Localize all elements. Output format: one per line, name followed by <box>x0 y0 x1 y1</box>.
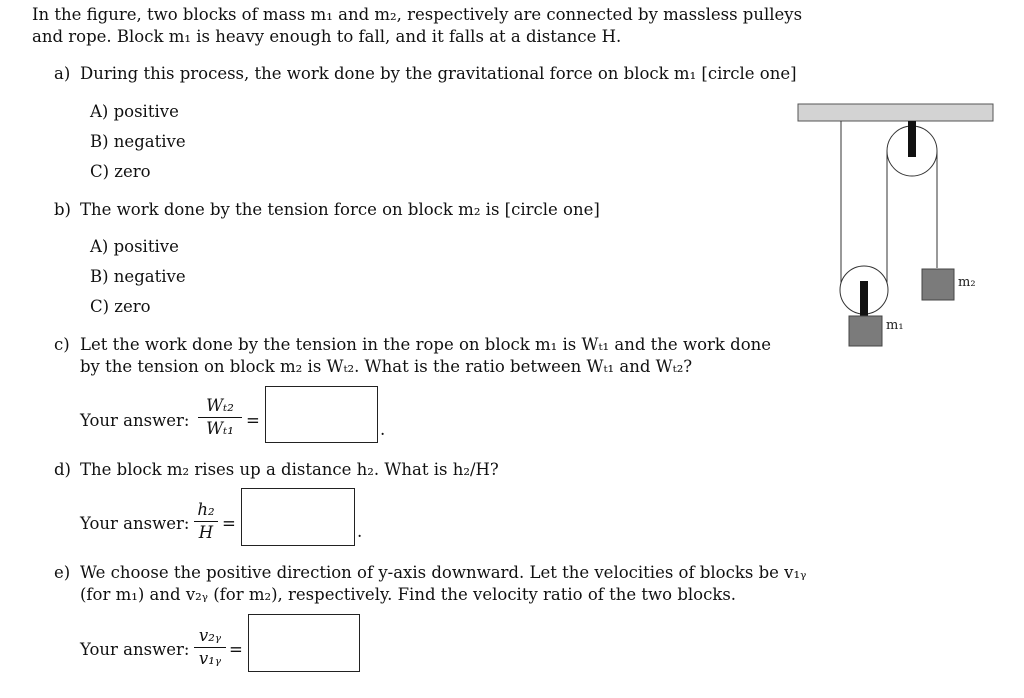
pulley-diagram <box>790 98 1005 358</box>
period: . <box>357 522 363 541</box>
part-a-option-b[interactable]: B) negative <box>90 132 186 151</box>
m2-label: m₂ <box>958 275 976 290</box>
part-b-option-c[interactable]: C) zero <box>90 297 151 316</box>
m1-label: m₁ <box>886 318 904 333</box>
part-d-frac-num: h₂ <box>197 500 215 519</box>
part-a-option-c[interactable]: C) zero <box>90 162 151 181</box>
part-a-option-a[interactable]: A) positive <box>90 102 179 121</box>
intro-line-2: and rope. Block m₁ is heavy enough to fall, and it falls at a distance H. <box>32 27 622 46</box>
part-b-label: b) <box>54 200 71 219</box>
part-b-option-b[interactable]: B) negative <box>90 267 186 286</box>
part-d-label: d) <box>54 460 71 479</box>
equals-sign: = <box>246 411 260 430</box>
ceiling <box>798 104 993 121</box>
part-c-line-2: by the tension on block m₂ is Wₜ₂. What is the ratio between Wₜ₁ and Wₜ₂? <box>80 357 693 376</box>
part-b-option-a[interactable]: A) positive <box>90 237 179 256</box>
part-e-frac-den: v₁ᵧ <box>198 649 222 668</box>
part-a-label: a) <box>54 64 71 83</box>
block-m2 <box>922 269 954 300</box>
part-c-label: c) <box>54 335 70 354</box>
fraction-bar <box>198 417 242 418</box>
period: . <box>380 420 386 439</box>
part-a-question: During this process, the work done by the gravitational force on block m₁ [circle one] <box>80 64 797 83</box>
fraction-bar <box>194 647 226 648</box>
part-c-frac-num: Wₜ₂ <box>206 396 234 415</box>
part-d-question: The block m₂ rises up a distance h₂. What is h₂/H? <box>80 460 499 479</box>
part-d-fraction <box>194 500 218 543</box>
part-c-line-1: Let the work done by the tension in the rope on block m₁ is Wₜ₁ and the work done <box>80 335 772 354</box>
part-d-answer-label: Your answer: <box>80 514 190 533</box>
fraction-bar <box>194 521 218 522</box>
upper-pulley-bracket <box>908 121 916 157</box>
part-e-fraction <box>194 626 226 669</box>
lower-pulley-bracket <box>860 281 868 317</box>
part-e-line-1: We choose the positive direction of y-axis downward. Let the velocities of blocks be v₁ᵧ <box>80 563 807 582</box>
equals-sign: = <box>229 640 243 659</box>
part-c-answer-box[interactable] <box>265 386 378 443</box>
part-c-frac-den: Wₜ₁ <box>206 419 234 438</box>
equals-sign: = <box>222 514 236 533</box>
part-e-answer-box[interactable] <box>248 614 360 672</box>
part-c-answer-label: Your answer: <box>80 411 190 430</box>
part-e-label: e) <box>54 563 71 582</box>
part-e-answer-label: Your answer: <box>80 640 190 659</box>
part-c-fraction <box>198 396 242 439</box>
part-d-frac-den: H <box>198 523 214 542</box>
part-d-answer-box[interactable] <box>241 488 355 546</box>
block-m1 <box>849 316 882 346</box>
part-b-question: The work done by the tension force on block m₂ is [circle one] <box>80 200 600 219</box>
part-e-frac-num: v₂ᵧ <box>198 626 222 645</box>
part-e-line-2: (for m₁) and v₂ᵧ (for m₂), respectively. Find the velocity ratio of the two blocks. <box>80 585 737 604</box>
intro-line-1: In the figure, two blocks of mass m₁ and m₂, respectively are connected by massless pulleys <box>32 5 803 24</box>
